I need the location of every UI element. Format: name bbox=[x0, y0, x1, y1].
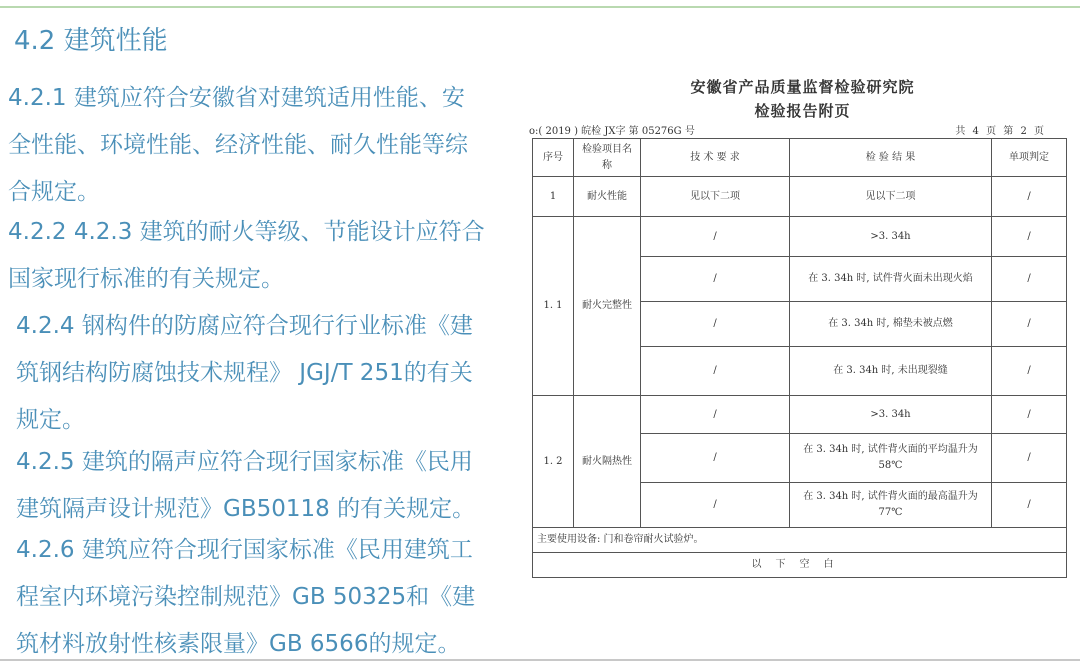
cell-result: 在 3. 34h 时, 棉垫未被点燃 bbox=[790, 302, 992, 347]
report-table bbox=[532, 138, 1067, 578]
report-page-title: 检验报告附页 bbox=[754, 102, 851, 120]
text-line: 合规定。 bbox=[8, 179, 100, 205]
clause-4-2-1 bbox=[8, 75, 468, 216]
table-row bbox=[533, 396, 1067, 434]
table-row bbox=[533, 177, 1067, 217]
text-line: 4.2.5 建筑的隔声应符合现行国家标准《民用 bbox=[16, 449, 473, 475]
text-line: 程室内环境污染控制规范》GB 50325和《建 bbox=[16, 584, 476, 610]
report-institute-title: 安徽省产品质量监督检验研究院 bbox=[690, 78, 915, 96]
cell-requirement: / bbox=[641, 257, 790, 302]
table-row bbox=[533, 217, 1067, 257]
cell-judgement: / bbox=[992, 396, 1067, 434]
cell-result: 在 3. 34h 时, 未出现裂缝 bbox=[790, 347, 992, 396]
text-line: 4.2.1 建筑应符合安徽省对建筑适用性能、安 bbox=[8, 85, 465, 111]
cell-requirement: 见以下二项 bbox=[641, 177, 790, 217]
cell-judgement: / bbox=[992, 483, 1067, 528]
cell-judgement: / bbox=[992, 217, 1067, 257]
cell-item: 耐火完整性 bbox=[574, 217, 641, 396]
clause-4-2-5 bbox=[16, 439, 475, 533]
header-result: 检 验 结 果 bbox=[790, 139, 992, 177]
text-line: 4.2.4 钢构件的防腐应符合现行行业标准《建 bbox=[16, 313, 473, 339]
cell-requirement: / bbox=[641, 302, 790, 347]
cell-item: 耐火隔热性 bbox=[574, 396, 641, 528]
cell-item: 耐火性能 bbox=[574, 177, 641, 217]
text-line: 筑材料放射性核素限量》GB 6566的规定。 bbox=[16, 631, 461, 657]
text-line: 4.2.2 4.2.3 建筑的耐火等级、节能设计应符合 bbox=[8, 219, 485, 245]
cell-result: 见以下二项 bbox=[790, 177, 992, 217]
cell-result: 在 3. 34h 时, 试件背火面的平均温升为 58℃ bbox=[790, 434, 992, 483]
header-item: 检验项目名称 bbox=[574, 139, 641, 177]
cell-judgement: / bbox=[992, 302, 1067, 347]
text-line: 全性能、环境性能、经济性能、耐久性能等综 bbox=[8, 132, 468, 158]
cell-requirement: / bbox=[641, 483, 790, 528]
bottom-divider bbox=[0, 659, 1080, 661]
header-requirement: 技 术 要 求 bbox=[641, 139, 790, 177]
text-line: 建筑隔声设计规范》GB50118 的有关规定。 bbox=[16, 496, 476, 522]
cell-requirement: / bbox=[641, 347, 790, 396]
cell-requirement: / bbox=[641, 396, 790, 434]
header-seq: 序号 bbox=[533, 139, 574, 177]
cell-result: 在 3. 34h 时, 试件背火面的最高温升为 77℃ bbox=[790, 483, 992, 528]
cell-judgement: / bbox=[992, 434, 1067, 483]
equipment-row bbox=[533, 528, 1067, 553]
cell-judgement: / bbox=[992, 177, 1067, 217]
report-number: o:( 2019 ) 皖检 JX字 第 05276G 号 bbox=[529, 126, 695, 137]
section-heading: 4.2 建筑性能 bbox=[14, 26, 168, 56]
clause-4-2-4 bbox=[16, 303, 473, 444]
header-judgement: 单项判定 bbox=[992, 139, 1067, 177]
text-line: 规定。 bbox=[16, 407, 85, 433]
cell-requirement: / bbox=[641, 434, 790, 483]
cell-judgement: / bbox=[992, 257, 1067, 302]
blank-marker: 以下空白 bbox=[533, 553, 1067, 578]
cell-result: >3. 34h bbox=[790, 217, 992, 257]
text-line: 筑钢结构防腐蚀技术规程》 JGJ/T 251的有关 bbox=[16, 360, 473, 386]
text-line: 4.2.6 建筑应符合现行国家标准《民用建筑工 bbox=[16, 537, 473, 563]
cell-seq: 1. 1 bbox=[533, 217, 574, 396]
blank-row bbox=[533, 553, 1067, 578]
inspection-report-image bbox=[525, 60, 1080, 600]
regulation-text bbox=[0, 0, 515, 662]
text-line: 国家现行标准的有关规定。 bbox=[8, 266, 284, 292]
clause-4-2-2 bbox=[8, 209, 485, 303]
clause-4-2-6 bbox=[16, 527, 475, 668]
cell-requirement: / bbox=[641, 217, 790, 257]
equipment-note: 主要使用设备: 门和卷帘耐火试验炉。 bbox=[533, 528, 1067, 553]
table-header-row bbox=[533, 139, 1067, 177]
cell-result: >3. 34h bbox=[790, 396, 992, 434]
cell-seq: 1. 2 bbox=[533, 396, 574, 528]
cell-seq: 1 bbox=[533, 177, 574, 217]
cell-result: 在 3. 34h 时, 试件背火面未出现火焰 bbox=[790, 257, 992, 302]
cell-judgement: / bbox=[992, 347, 1067, 396]
report-page-count: 共 4 页 第 2 页 bbox=[955, 126, 1044, 137]
